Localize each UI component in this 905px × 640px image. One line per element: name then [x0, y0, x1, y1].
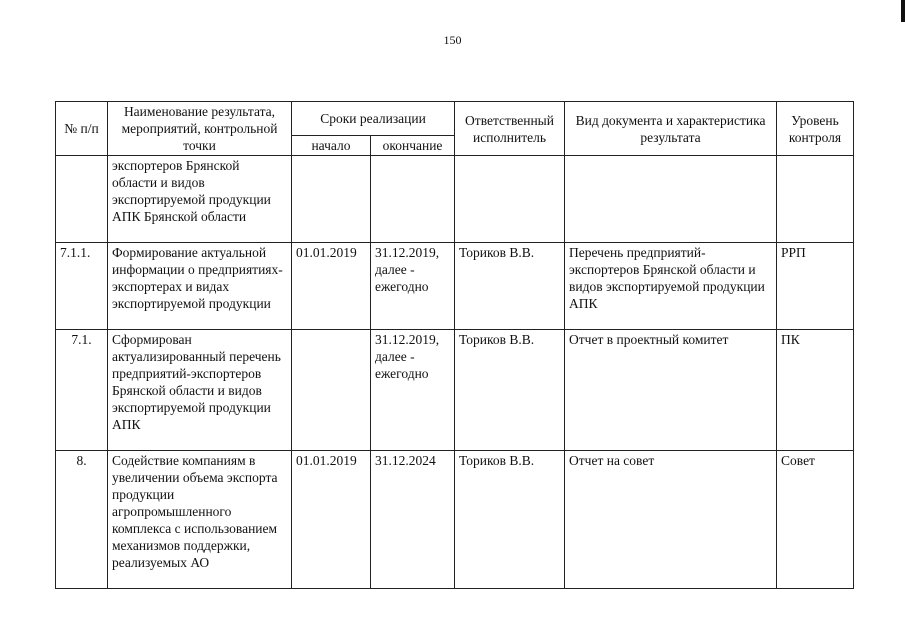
row-start	[292, 156, 371, 243]
table-row	[56, 451, 854, 589]
row-num: 7.1.	[56, 330, 108, 451]
col-header-level: Уровень контроля	[777, 102, 854, 156]
page-number: 150	[443, 33, 462, 47]
col-header-deadlines: Сроки реализации	[292, 102, 455, 136]
row-num: 8.	[56, 451, 108, 589]
row-doc: Отчет на совет	[565, 451, 777, 589]
row-start: 01.01.2019	[292, 243, 371, 330]
col-header-doc: Вид документа и характеристика результата	[565, 102, 777, 156]
col-header-start: начало	[292, 136, 371, 156]
row-name: Формирование актуальной информации о предприятиях-экспортерах и видах экспортируемой продукции	[108, 243, 292, 330]
row-name: Содействие компаниям в увеличении объема экспорта продукции агропромышленного комплекса с использованием механизмов поддержки, реализуемых АО	[108, 451, 292, 589]
implementation-plan-table	[55, 101, 854, 589]
scan-edge-mark	[901, 0, 905, 22]
row-level: ПК	[777, 330, 854, 451]
row-num	[56, 156, 108, 243]
row-level: Совет	[777, 451, 854, 589]
row-name: экспортеров Брянской области и видов экспортируемой продукции АПК Брянской области	[108, 156, 292, 243]
col-header-name: Наименование результата, мероприятий, контрольной точки	[108, 102, 292, 156]
row-executor: Ториков В.В.	[455, 243, 565, 330]
row-end: 31.12.2019, далее - ежегодно	[371, 243, 455, 330]
col-header-num: № п/п	[56, 102, 108, 156]
row-executor: Ториков В.В.	[455, 330, 565, 451]
row-doc: Отчет в проектный комитет	[565, 330, 777, 451]
table-row	[56, 330, 854, 451]
row-end: 31.12.2019, далее - ежегодно	[371, 330, 455, 451]
row-doc	[565, 156, 777, 243]
row-level	[777, 156, 854, 243]
row-start	[292, 330, 371, 451]
row-level: РРП	[777, 243, 854, 330]
row-start: 01.01.2019	[292, 451, 371, 589]
row-end: 31.12.2024	[371, 451, 455, 589]
row-executor: Ториков В.В.	[455, 451, 565, 589]
col-header-executor: Ответственный исполнитель	[455, 102, 565, 156]
row-executor	[455, 156, 565, 243]
row-num: 7.1.1.	[56, 243, 108, 330]
row-end	[371, 156, 455, 243]
table-row	[56, 156, 854, 243]
row-doc: Перечень предприятий-экспортеров Брянской области и видов экспортируемой продукции АПК	[565, 243, 777, 330]
table-row	[56, 243, 854, 330]
header-row-1	[56, 102, 854, 136]
row-name: Сформирован актуализированный перечень предприятий-экспортеров Брянской области и видов экспортируемой продукции АПК	[108, 330, 292, 451]
col-header-end: окончание	[371, 136, 455, 156]
